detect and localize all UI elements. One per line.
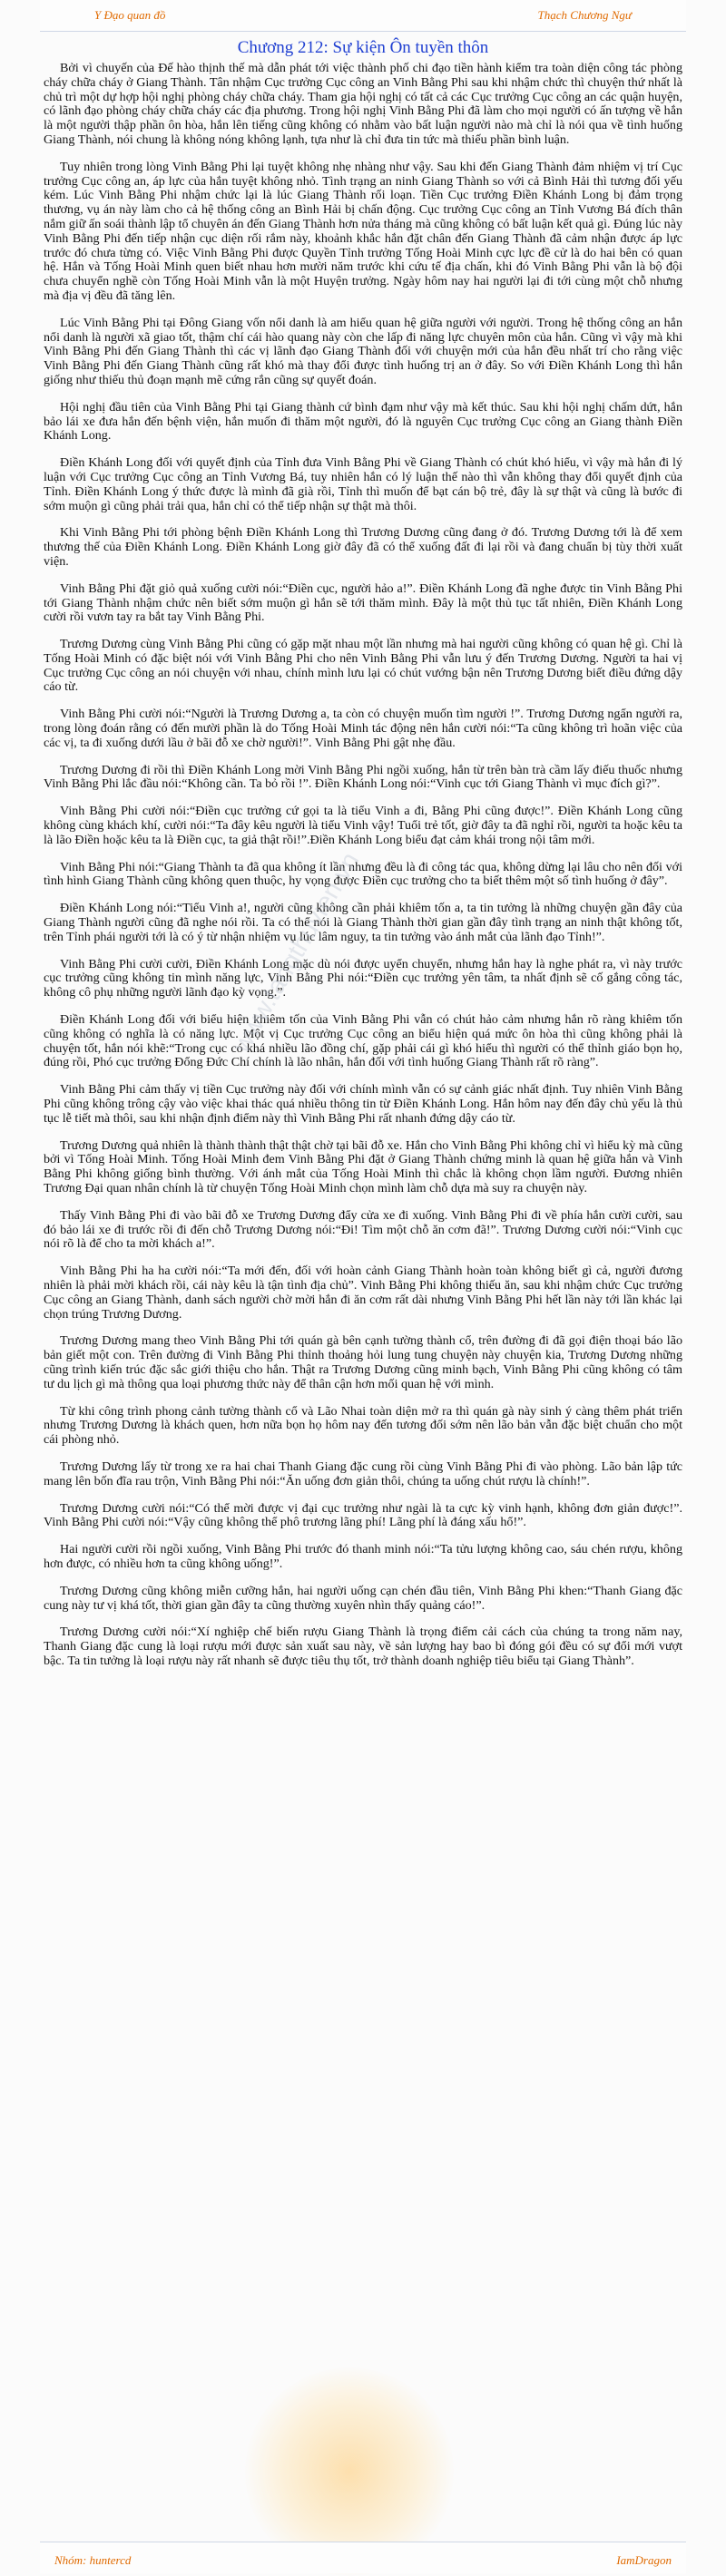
paragraph: Điền Khánh Long đối với quyết định của Tỉnh đưa Vinh Bằng Phi về Giang Thành có chút khó hiểu, vì vậy mà hắn đi lý luận với Cục trưởng Cục công an Tỉnh Vương Bá, tuy nhiên hắn có lý luận thế nào thì vẫn không thay đổi quyết định của Tỉnh. Điền Khánh Long ý thức được là mình đã già rồi, Tỉnh thì muốn để bạt cán bộ trẻ, đây là sự thật và cũng là bước đi sớm muộn gì cũng phải trải qua, hắn chỉ có thể tiếp nhận sự thật mà thôi.	[44, 455, 682, 513]
footer-translator: IamDragon	[616, 2553, 672, 2567]
paragraph: Vinh Bằng Phi ha ha cười nói:“Ta mới đến, đối với hoàn cảnh Giang Thành hoàn toàn không biết gì cả, người đương nhiên là phải mời khách rồi, cái này kêu là tận tình địa chủ”. Vinh Bằng Phi không thiếu ăn, sau khi nhậm chức Cục trưởng Cục công an Giang Thành, danh sách người chờ mời hắn đi ăn cơm rất dài nhưng Vinh Bằng Phi hết lần này tới lần khác lại chọn trúng Trương Dương.	[44, 1264, 682, 1322]
watermark-text: www.tangthuvien.vn	[227, 847, 365, 1058]
header-bar	[40, 0, 686, 32]
paragraph: Trương Dương lấy từ trong xe ra hai chai Thanh Giang đặc cung rồi cùng Vinh Bằng Phi đi vào phòng. Lão bản lập tức mang lên bốn đĩa rau trộn, Vinh Bằng Phi nói:“Ăn uống đơn giản thôi, chúng ta uống chút rượu là chính!”.	[44, 1459, 682, 1488]
paragraph: Điền Khánh Long đối với biểu hiện khiêm tốn của Vinh Bằng Phi vẫn có chút hảo cảm nhưng hắn rõ ràng khiêm tốn cũng không có nghĩa là có năng lực. Một vị Cục trưởng Cục công an biểu hiện quá mức ôn hòa thì cũng không phải là chuyện tốt, hắn nói khẽ:“Trong cục có khá nhiều lão đồng chí, gặp phải cái gì khó hiểu thì người có thể thỉnh giáo bọn họ, đúng rồi, Phó cục trưởng Đổng Đức Chí chính là lão nhân, hắn đối với tình huống Giang Thành rất rõ ràng”.	[44, 1012, 682, 1070]
paragraph: Trương Dương quả nhiên là thành thành thật thật chờ tại bãi đỗ xe. Hắn cho Vinh Bằng Phi không chỉ vì hiểu kỳ mà cũng bởi vì Tống Hoài Minh. Tống Hoài Minh đem Vinh Bằng Phi đặt ở Giang Thành chứng minh là quan hệ giữa hắn và Vinh Bằng Phi không giống bình thường. Với ánh mắt của Tống Hoài Minh thì chắc là không chọn lầm người. Đương nhiên Trương Đại quan nhân chính là từ chuyện Tống Hoài Minh chọn mình làm chỗ dựa mà suy ra chuyện này.	[44, 1137, 682, 1195]
paragraph: Hai người cười rồi ngồi xuống, Vinh Bằng Phi trước đó thanh minh nói:“Ta tửu lượng không cao, sáu chén rượu, không hơn được, có nhiều hơn ta cũng không uống!”.	[44, 1542, 682, 1571]
paragraph: Vinh Bằng Phi cảm thấy vị tiền Cục trưởng này đối với chính mình vẫn có sự cảnh giác nhất định. Tuy nhiên Vinh Bằng Phi cũng không trông cậy vào việc khai thác quá nhiều thông tin từ Điền Khánh Long. Hắn hôm nay đến đây chủ yếu là thủ tục lễ tiết mà thôi, sau khi nhận định điểm này thì Vinh Bằng Phi rất nhanh đứng dậy cáo từ.	[44, 1082, 682, 1126]
paragraph: Trương Dương cũng không miễn cưỡng hắn, hai người uống cạn chén đầu tiên, Vinh Bằng Phi khen:“Thanh Giang đặc cung này tư vị khá tốt, thời gian gần đây ta cũng thường xuyên nhìn thấy quảng cáo!”.	[44, 1583, 682, 1613]
paragraph: Vinh Bằng Phi cười nói:“Điền cục trưởng cứ gọi ta là tiểu Vinh a đi, Bằng Phi cũng được!”. Điền Khánh Long cũng không cùng khách khí, cười nói:“Ta đây kêu người là tiểu Vinh vậy! Tuổi trẻ tốt, giờ đây ta đã nghỉ rồi, người ta hoặc kêu ta là lão Điền hoặc kêu ta là Điền cục, ta giả thật rồi!”.Điền Khánh Long biểu đạt cảm khái trong nội tâm mới.	[44, 804, 682, 847]
header-book-title: Y Đạo quan đồ	[94, 8, 166, 22]
paragraph: Từ khi công trình phong cảnh tường thành cổ và Lão Nhai toàn diện mở ra thì quán gà này sinh ý càng thêm phát triển nhưng Trương Dương là khách quen, hơn nữa bọn họ hôm nay đến tương đối sớm nên lão bản vẫn đặc biệt chuẩn cho một cái phòng nhỏ.	[44, 1403, 682, 1448]
header-author: Thạch Chương Ngư	[537, 8, 632, 22]
paragraph: Thấy Vinh Bằng Phi đi vào bãi đỗ xe Trương Dương đẩy cửa xe đi xuống. Vinh Bằng Phi đi về phía hắn cười cười, sau đó bảo lái xe đi trước rồi đi đến chỗ Trương Dương nói:“Đi! Tìm một chỗ ăn cơm đã!”. Trương Dương cười nói:“Vinh cục nói rõ là để cho ta mời khách a!”.	[44, 1207, 682, 1252]
paragraph: Vinh Bằng Phi nói:“Giang Thành ta đã qua không ít lần nhưng đều là đi công tác qua, không dừng lại lâu cho nên đối với tình hình Giang Thành cũng không quen thuộc, hy vọng được Điền cục trưởng cho ta biết thêm một số tình huống ở đây”.	[44, 859, 682, 889]
footer-bar	[40, 2542, 686, 2573]
paragraph: Trương Dương mang theo Vinh Bằng Phi tới quán gà bên cạnh tường thành cổ, trên đường đi đã gọi điện thoại báo lão bản giết một con. Trên đường đi Vinh Bằng Phi thỉnh thoảng hỏi lung tung chuyện này chuyện kia, Trương Dương những cũng trình kiến trúc đặc sắc giới thiệu cho hắn. Thật ra Trương Dương cũng minh bạch, Vinh Bằng Phi cũng không có tâm tư du lịch gì mà thông qua loại phương thức này để thân cận hơn mối quan hệ với mình.	[44, 1333, 682, 1391]
paragraph: Vinh Bằng Phi cười cười, Điền Khánh Long mặc dù nói được uyển chuyển, nhưng hắn hay là nghe phát ra, vì này trước cục trưởng cũng không tin mình năng lực, Vinh Bằng Phi nói:“Điền cục trưởng yên tâm, ta nhất định sẽ cố gắng công tác, không cô phụ những người lãnh đạo kỳ vọng.”.	[44, 956, 682, 1000]
chapter-title: Chương 212: Sự kiện Ôn tuyền thôn	[237, 38, 489, 57]
paragraph: Trương Dương đi rồi thì Điền Khánh Long mời Vinh Bằng Phi ngồi xuống, hắn từ trên bàn trà cầm lấy điếu thuốc nhưng Vinh Bằng Phi lắc đầu nói:“Không cần. Ta bỏ rồi !”. Điền Khánh Long nói:“Vinh cục tới Giang Thành vì mục đích gì?”.	[44, 762, 682, 792]
footer-group: Nhóm: huntercd	[54, 2553, 132, 2567]
paragraph: Điền Khánh Long nói:“Tiểu Vinh a!, người cũng không cần phải khiêm tốn a, ta tin tưởng là những chuyện gần đây của Giang Thành người cũng đã nghe nói rồi. Ta có thể nói là Giang Thành thời gian gần đây tình trạng an ninh thật không tốt, trên Tỉnh phái người tới là có ý từ nhận nhiệm vụ lúc lâm nguy, ta tin tưởng vào ánh mắt của lãnh đạo Tỉnh!”.	[44, 901, 682, 944]
paragraph: Trương Dương cười nói:“Có thể mời được vị đại cục trưởng như ngài là ta cực kỳ vinh hạnh, không đơn giản được!”. Vinh Bằng Phi cười nói:“Vậy cũng không thể phô trương lãng phí! Lãng phí là đáng xấu hổ!”.	[44, 1500, 682, 1530]
paragraph: Bởi vì chuyến của Đế hào thịnh thế mà dẫn phát tới việc thành phố chi đạo tiền hành kiểm tra toàn diện công tác phòng cháy chữa cháy ở Giang Thành. Tân nhậm Cục trưởng Cục công an Vinh Bằng Phi sau khi nhậm chức thì chuyện thứ nhất là chủ trì một dự hợp hội nghị phòng cháy chữa cháy. Tham gia hội nghị có tất cả các Cục trưởng Cục công an các quận huyện, có lãnh đạo phòng cháy chữa cháy các địa phương. Trong hội nghị Vinh Bằng Phi đã làm cho mọi người có ấn tượng về hắn là một người thập phần ôn hòa, hắn lên tiếng cũng không có nhằm vào bất luận người nào mà chỉ là nói qua về tình huống Giang Thành, nói chung là không nóng không lạnh, tựa như là chỉ đưa tin tức mà thiếu phần bình luận.	[44, 61, 682, 147]
paragraph: Tuy nhiên trong lòng Vinh Bằng Phi lại tuyệt không nhẹ nhàng như vậy. Sau khi đến Giang Thành đảm nhiệm vị trí Cục trưởng Cục công an, áp lực của hắn tuyệt không nhỏ. Tình trạng an ninh Giang Thành so với cả Bình Hải thì tương đối yếu kém. Lúc Vinh Bằng Phi nhậm chức lại là lúc Giang Thành rối loạn. Tiền Cục trưởng Điền Khánh Long bị đảm trọng thương, vụ án này làm cho cả hệ thống công an Bình Hải bị chấn động. Cục trưởng Cục công an Tỉnh Vương Bá đích thân nắm giữ ấn soái thành lập tổ chuyên án đến Giang Thành hơn nửa tháng mà cũng không có bất luận kết quả gì. Đúng lúc này Vinh Bằng Phi đến tiếp nhận cục diện rối rắm này, khoảnh khắc hắn đặt chân đến Giang Thành đã cảm nhận được áp lực trước đó chưa từng có. Việc Vinh Bằng Phi được Quyền Tỉnh trưởng Tống Hoài Minh cực lực đề cử là do hai bên có quan hệ. Hắn và Tống Hoài Minh quen biết nhau hơn mười năm trước khi cứu tế địa chấn, khi đó Vinh Bằng Phi vẫn là bộ đội chưa chuyển nghề còn Tống Hoài Minh vẫn là một Huyện trưởng. Ngày hôm nay hai người lại đi tới cùng một chỗ nhưng mà địa vị đều đã tăng lên.	[44, 159, 682, 303]
chapter-body	[44, 62, 682, 1682]
paragraph: Lúc Vinh Bằng Phi tại Đông Giang vốn nổi danh là am hiểu quan hệ giữa người với người. Trong hệ thống công an hắn nổi danh là người xã giao tốt, thậm chí cái hào quang này còn che lấp đi năng lực chuyên môn của hắn. Cũng vì vậy mà khi Vinh Bằng Phi đến Giang Thành thì các vị lãnh đạo Giang Thành đối với chuyện mới của hắn đều nhất trí cho rằng việc Vinh Bằng Phi đến Giang Thành cũng rất khó mà thay đổi được tình huống trị an ở đây. So với Điền Khánh Long thì hắn giống như thiếu thủ đoạn mạnh mẽ cứng rắn cũng sự quyết đoán.	[44, 315, 682, 387]
paragraph: Trương Dương cười nói:“Xí nghiệp chế biến rượu Giang Thành là trọng điểm cải cách của chúng ta trong năm nay, Thanh Giang đặc cung là loại rượu mới được sản xuất sau này, về sản lượng hay bao bì đóng gói đều có sự đổi mới vượt bậc. Ta tin tưởng là loại rượu này rất nhanh sẽ được tiêu thụ tốt, trở thành doanh nghiệp tiêu biểu tại Giang Thành”.	[44, 1625, 682, 1668]
paragraph: Vinh Bằng Phi đặt giỏ quả xuống cười nói:“Điền cục, người hảo a!”. Điền Khánh Long đã nghe được tin Vinh Bằng Phi tới Giang Thành nhậm chức nên biết sớm muộn gì hắn sẽ tới thăm mình. Đây là một thủ tục tất nhiên, Điền Khánh Long cười rồi vươn tay ra bắt tay Vinh Bằng Phi.	[44, 581, 682, 625]
paragraph: Vinh Bằng Phi cười nói:“Người là Trương Dương a, ta còn có chuyện muốn tìm người !”. Trương Dương ngẩn người ra, trong lòng đoán rằng có đến mười phần là do Tống Hoài Minh tác động nên hắn cười nói:“Ta cũng không trì hoãn việc của các vị, ta đi xuống dưới lầu ở bãi đỗ xe chờ người!”. Vinh Bằng Phi gật nhẹ đầu.	[44, 707, 682, 750]
paragraph: Khi Vinh Bằng Phi tới phòng bệnh Điền Khánh Long thì Trương Dương cũng đang ở đó. Trương Dương tới là để xem thương thế của Điền Khánh Long. Điền Khánh Long giờ đây đã có thể xuống đất đi lại rồi và đang chuẩn bị tùy thời xuất viện.	[44, 525, 682, 569]
paragraph: Trương Dương cùng Vinh Bằng Phi cũng có gặp mặt nhau một lần nhưng mà hai người cũng không có quan hệ gì. Chỉ là Tống Hoài Minh có đặc biệt nói với Vinh Bằng Phi cho nên Vinh Bằng Phi vẫn lưu ý đến Trương Dương. Người ta hai vị Cục trưởng Cục công an nói chuyện với nhau, chính mình lưu lại có chút vướng bận nên Trương Dương biết điều đứng dậy cáo từ.	[44, 637, 682, 695]
paragraph: Hội nghị đầu tiên của Vinh Bằng Phi tại Giang thành cứ bình đạm như vậy mà kết thúc. Sau khi hội nghị chấm dứt, hắn bảo lái xe đưa hắn đến bệnh viện, hắn muốn đi thăm một người, đó là nguyên Cục trưởng Cục công an Giang thành Điền Khánh Long.	[44, 399, 682, 444]
